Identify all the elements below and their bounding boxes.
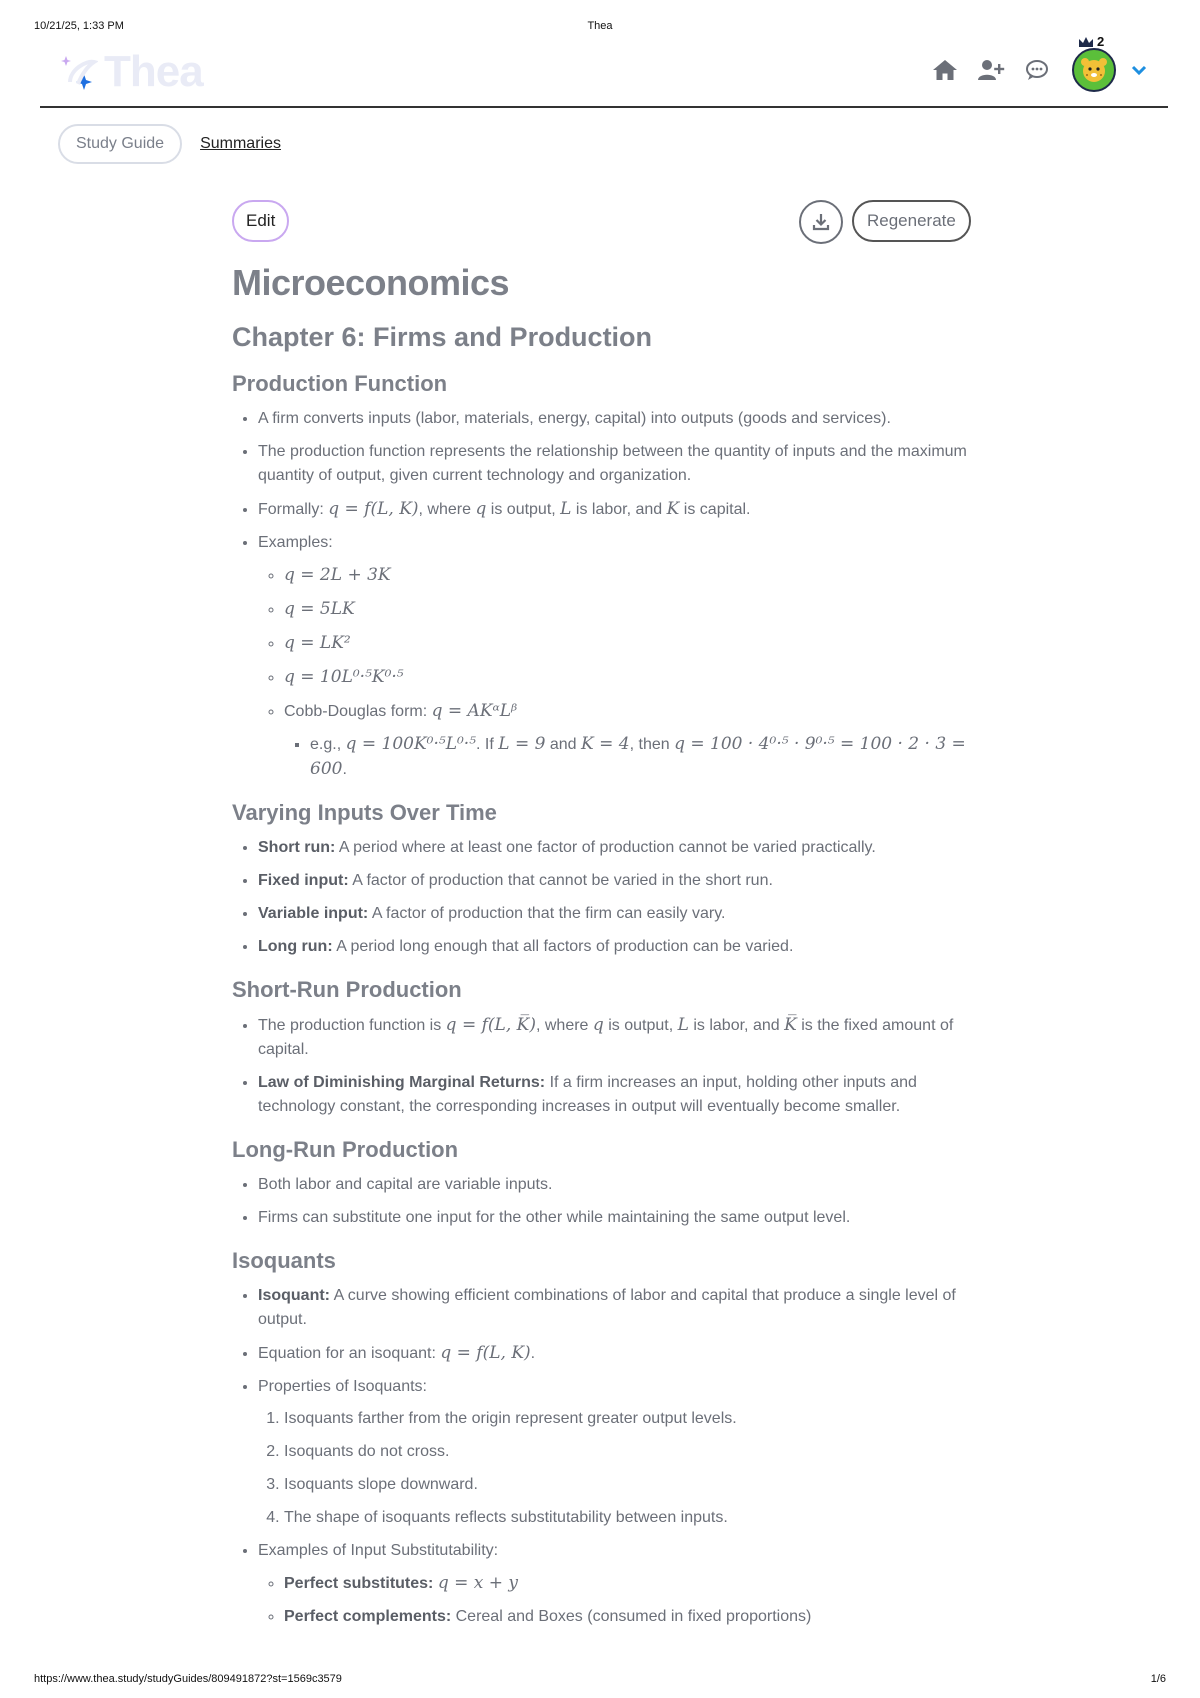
home-icon [932,58,958,82]
list-item: • A firm converts inputs (labor, materials, energy, capital) into outputs (goods and services). [258,407,976,431]
print-datetime: 10/21/25, 1:33 PM [34,20,124,32]
sub-list [258,1571,976,1629]
chevron-down-icon [1131,64,1147,76]
list-item: • Fixed input: A factor of production that cannot be varied in the short run. [258,869,976,893]
list-item: ◦ Perfect substitutes: q = x + y [284,1571,976,1596]
list-item: • Long run: A period long enough that all factors of production can be varied. [258,935,976,959]
list-item: • Short run: A period where at least one factor of production cannot be varied practically. [258,836,976,860]
chapter-title: Chapter 6: Firms and Production [232,322,653,352]
crown-count: 2 [1097,34,1105,49]
list-item: ◦ q = 2L + 3K [284,563,976,588]
nav-icons [916,34,1156,92]
section-heading: Production Function [232,371,448,396]
logo[interactable] [58,47,203,96]
list-item: ▪ e.g., q = 100K⁰·⁵L⁰·⁵. If L = 9 and K = 4, then q = 100 · 4⁰·⁵ · 9⁰·⁵ = 100 · 2 · 3 = 600. [310,732,976,782]
list-item: • Isoquant: A curve showing efficient combinations of labor and capital that produce a single level of output. [258,1284,976,1332]
section-heading: Isoquants [232,1248,336,1273]
profile-avatar-button[interactable] [1072,34,1116,92]
chat-icon [1025,59,1049,81]
list-item: • The production function represents the relationship between the quantity of inputs and the maximum quantity of output, given current technology and organization. [258,440,976,488]
crown-badge [1078,34,1104,49]
list-item: ◦ q = 5LK [284,597,976,622]
list-item: • Examples: ◦ q = 2L + 3K ◦ q = 5LK ◦ q = LK² ◦ q = 10L⁰·⁵K⁰·⁵ ◦ Cobb-Douglas form: q = AKᵅLᵝ ▪ e.g., q = 100K⁰·⁵L⁰·⁵. If L = 9 and K = 4, then q = 100 · 4⁰·⁵ · 9⁰·⁵ = 100 · 2 · 3 = 600. [258,531,976,782]
bullet-list [232,836,976,959]
list-item: ◦ Perfect complements: Cereal and Boxes (consumed in fixed proportions) [284,1605,976,1629]
list-item: ◦ q = LK² [284,631,976,656]
tab-summaries[interactable]: Summaries [200,135,281,152]
section-heading: Varying Inputs Over Time [232,800,497,825]
crown-icon [1078,36,1094,48]
home-button[interactable] [928,53,962,87]
chat-button[interactable] [1020,53,1054,87]
view-tabs [58,124,281,164]
list-item: 3. Isoquants slope downward. [284,1473,976,1497]
add-user-button[interactable] [974,53,1008,87]
list-item: • Both labor and capital are variable inputs. [258,1173,976,1197]
list-item: ◦ q = 10L⁰·⁵K⁰·⁵ [284,665,976,690]
bullet-list [232,1284,976,1629]
avatar [1072,48,1116,92]
list-item: ◦ Cobb-Douglas form: q = AKᵅLᵝ ▪ e.g., q = 100K⁰·⁵L⁰·⁵. If L = 9 and K = 4, then q = 100 · 4⁰·⁵ · 9⁰·⁵ = 100 · 2 · 3 = 600. [284,699,976,782]
add-user-icon [977,58,1005,82]
profile-dropdown-button[interactable] [1122,53,1156,87]
leopard-avatar-icon [1079,55,1109,85]
list-item: 4. The shape of isoquants reflects substitutability between inputs. [284,1506,976,1530]
print-url: https://www.thea.study/studyGuides/809491872?st=1569c3579 [34,1673,342,1685]
list-item: • Equation for an isoquant: q = f(L, K). [258,1341,976,1366]
sub-list [258,563,976,782]
list-item: • The production function is q = f(L, K̅), where q is output, L is labor, and K̅ is the fixed amount of capital. [258,1013,976,1062]
list-item: • Firms can substitute one input for the other while maintaining the same output level. [258,1206,976,1230]
download-icon [811,212,831,232]
sub-sub-list [284,732,976,782]
bullet-list [232,1173,976,1230]
edit-button[interactable]: Edit [232,200,289,242]
bullet-list [232,1013,976,1119]
bullet-list [232,407,976,782]
list-item: • Examples of Input Substitutability: ◦ Perfect substitutes: q = x + y ◦ Perfect complements: Cereal and Boxes (consumed in fixed proportions) [258,1539,976,1629]
regenerate-button[interactable]: Regenerate [852,200,971,242]
doc-title: Microeconomics [232,262,510,303]
print-title: Thea [587,20,613,32]
section-heading: Long-Run Production [232,1137,459,1162]
summary-document [232,262,976,1638]
print-page-number: 1/6 [1150,1673,1166,1685]
download-button[interactable] [799,200,843,244]
list-item: • Formally: q = f(L, K), where q is output, L is labor, and K is capital. [258,497,976,522]
list-item: • Law of Diminishing Marginal Returns: If a firm increases an input, holding other inputs and technology constant, the corresponding increases in output will eventually become smaller. [258,1071,976,1119]
sparkle-logo-icon [58,52,98,92]
top-navbar [40,34,1168,108]
list-item: 1. Isoquants farther from the origin represent greater output levels. [284,1407,976,1431]
list-item: • Properties of Isoquants: 1. Isoquants farther from the origin represent greater output levels. 2. Isoquants do not cross. 3. Isoquants slope downward. 4. The shape of isoquants reflects substitutability between inputs. [258,1375,976,1530]
list-item: • Variable input: A factor of production that the firm can easily vary. [258,902,976,926]
numbered-list [258,1407,976,1530]
section-heading: Short-Run Production [232,977,462,1002]
logo-text: Thea [104,47,203,96]
list-item: 2. Isoquants do not cross. [284,1440,976,1464]
tab-study-guide[interactable]: Study Guide [58,124,182,164]
